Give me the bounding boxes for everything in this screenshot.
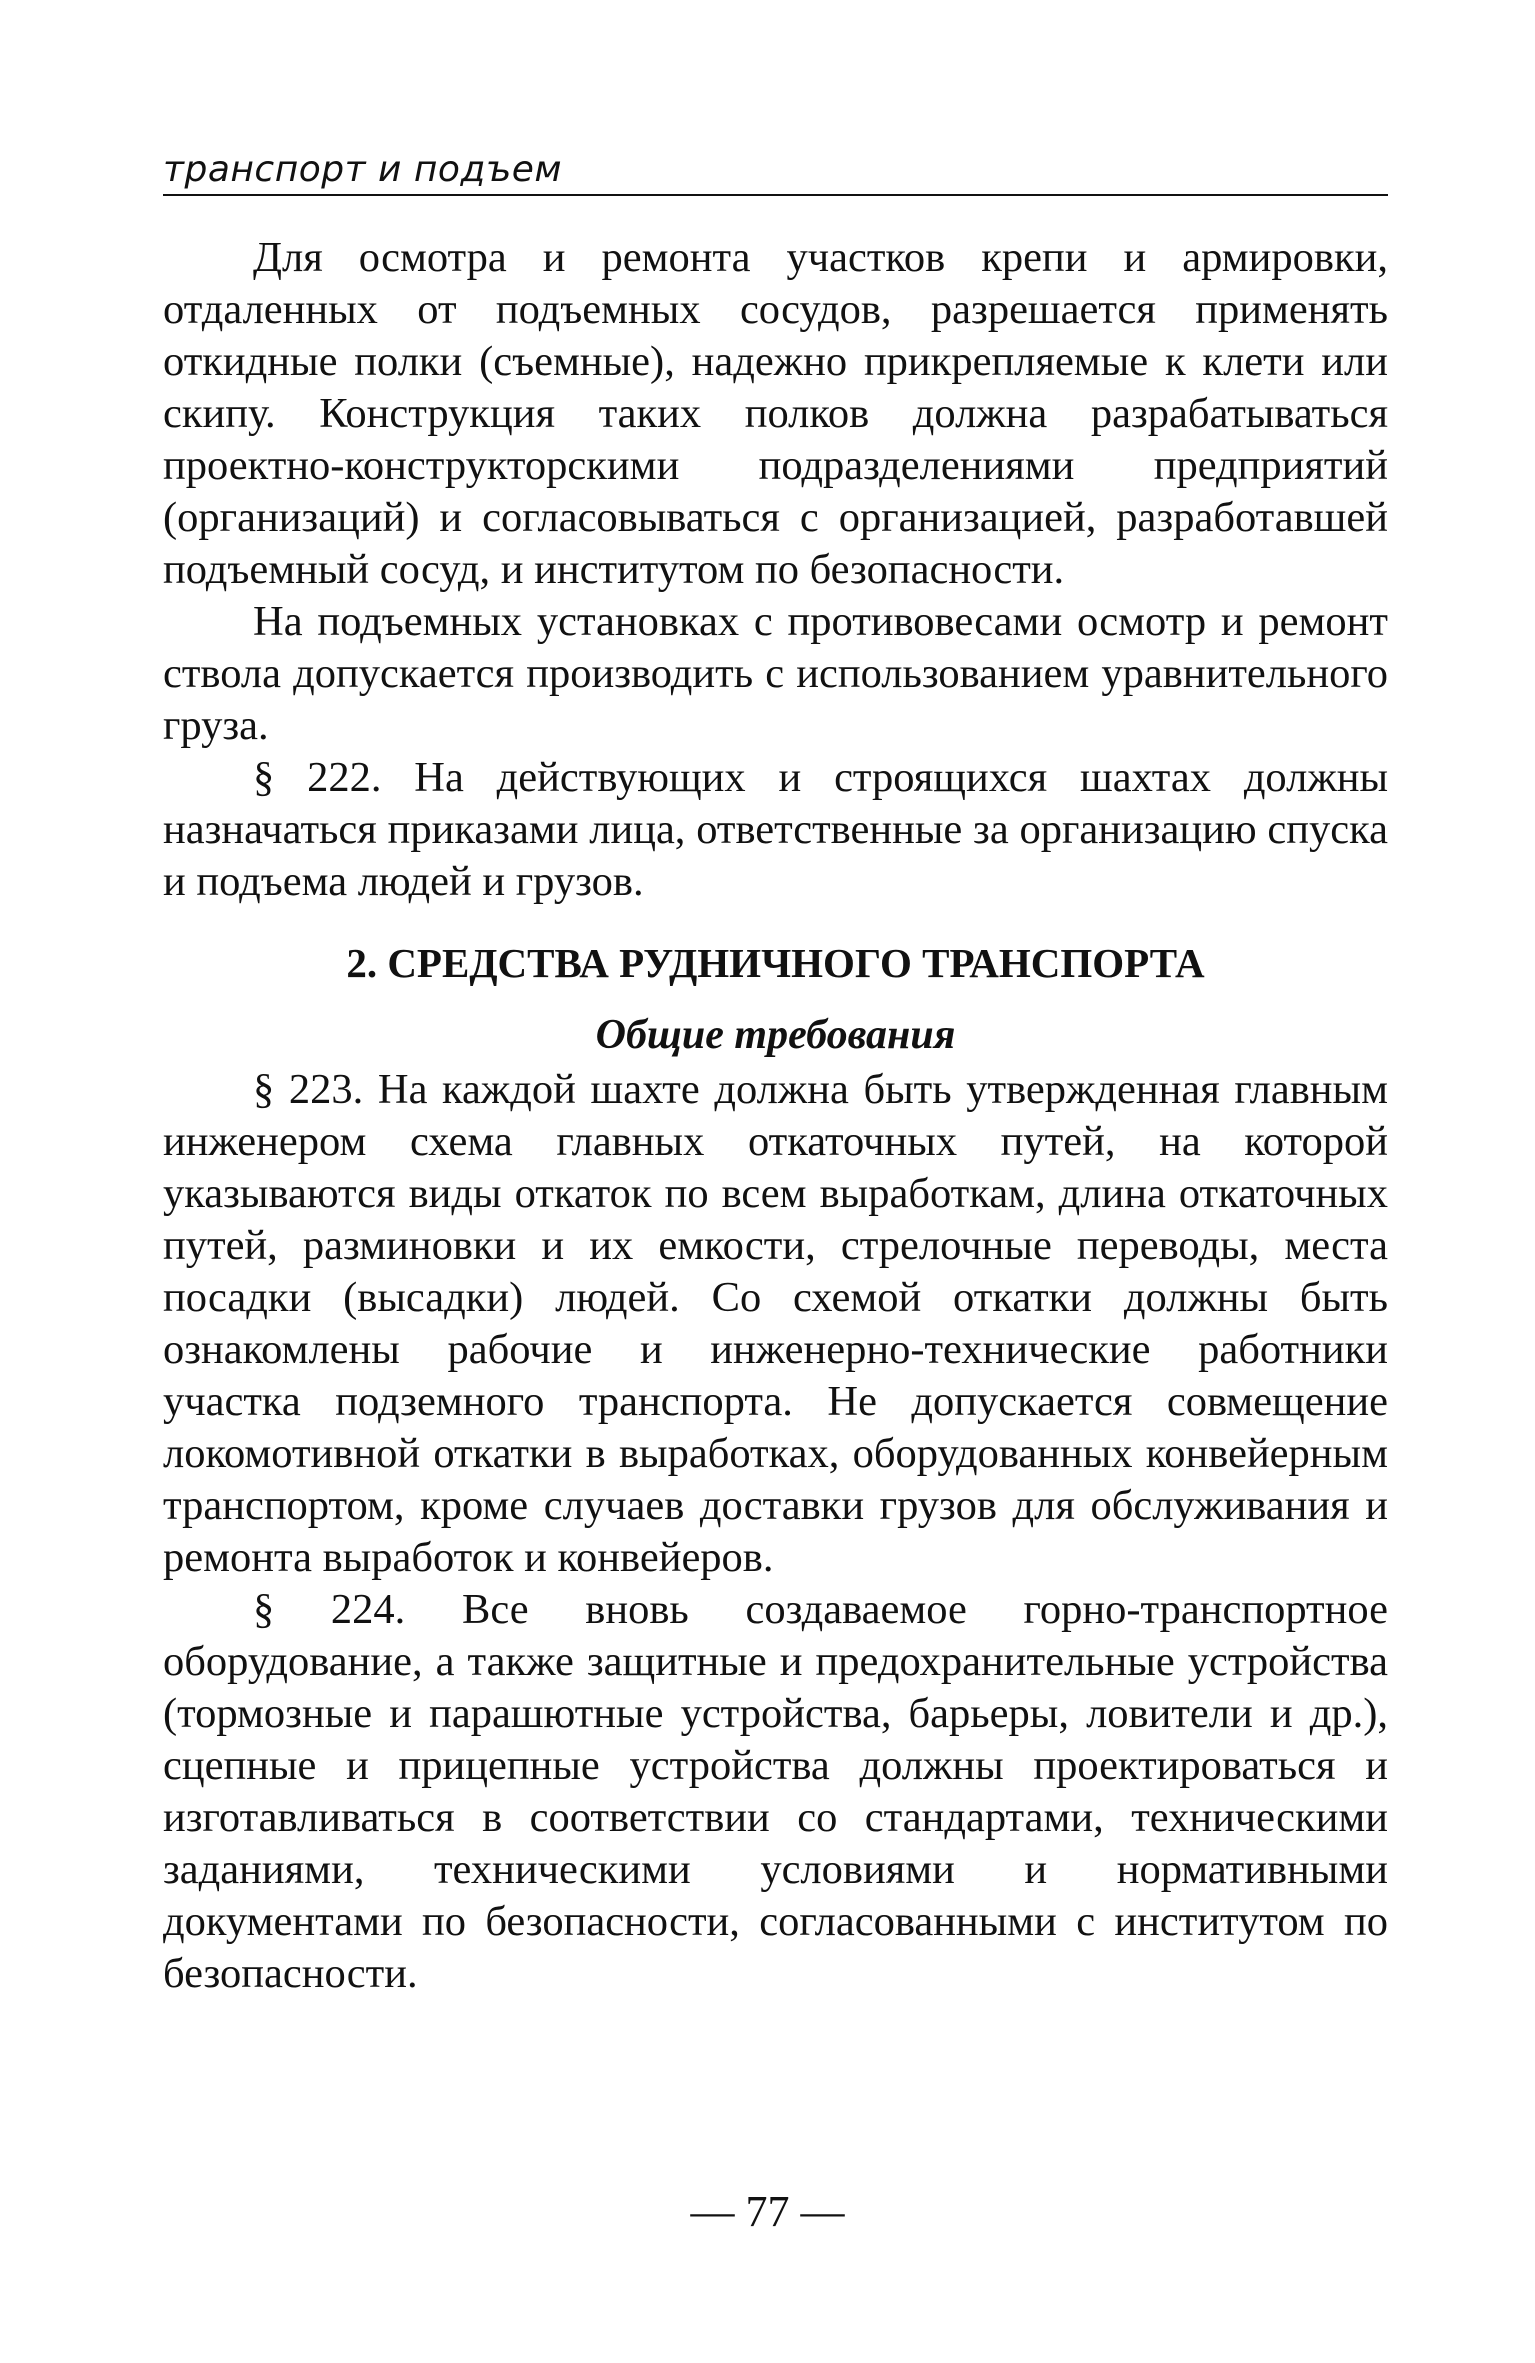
section-heading: 2. СРЕДСТВА РУДНИЧНОГО ТРАНСПОРТА xyxy=(346,940,1205,986)
paragraph-counterweights: На подъемных установках с противовесами осмотр и ремонт ствола допускается производить с использованием уравнительного груза. xyxy=(163,598,1388,749)
running-head-title: транспорт и подъем xyxy=(163,149,563,190)
paragraph-section-222: § 222. На действующих и строящихся шахтах должны назначаться приказами лица, ответственные за организацию спуска и подъема людей и грузов. xyxy=(163,754,1388,905)
subheading: Общие требования xyxy=(595,1012,956,1058)
paragraph-section-223: § 223. На каждой шахте должна быть утвержденная главным инженером схема главных откаточных путей, на которой указываются виды откаток по всем выработкам, длина откаточных путей, разминовки и их емкости, стрелочные переводы, места посадки (высадки) людей. Со схемой откатки должны быть ознакомлены рабочие и инженерно-технические работники участка подземного транспорта. Не допускается совмещение локомотивной откатки в выработках, оборудованных конвейерным транспортом, кроме случаев доставки грузов для обслуживания и ремонта выработок и конвейеров. xyxy=(163,1066,1388,1581)
running-head xyxy=(163,150,1388,196)
page-number: — 77 — xyxy=(690,2187,845,2236)
body-text xyxy=(163,232,1388,2000)
paragraph-inspection-shelves: Для осмотра и ремонта участков крепи и армировки, отдаленных от подъемных сосудов, разрешается применять откидные полки (съемные), надежно прикрепляемые к клети или скипу. Конструкция таких полков должна разрабатываться проектно-конструкторскими подразделениями предприятий (организаций) и согласовываться с организацией, разработавшей подъемный сосуд, и институтом по безопасности. xyxy=(163,234,1388,593)
paragraph-section-224: § 224. Все вновь создаваемое горно-транспортное оборудование, а также защитные и предохранительные устройства (тормозные и парашютные устройства, барьеры, ловители и др.), сцепные и прицепные устройства должны проектироваться и изготавливаться в соответствии со стандартами, техническими заданиями, техническими условиями и нормативными документами по безопасности, согласованными с институтом по безопасности. xyxy=(163,1586,1388,1997)
